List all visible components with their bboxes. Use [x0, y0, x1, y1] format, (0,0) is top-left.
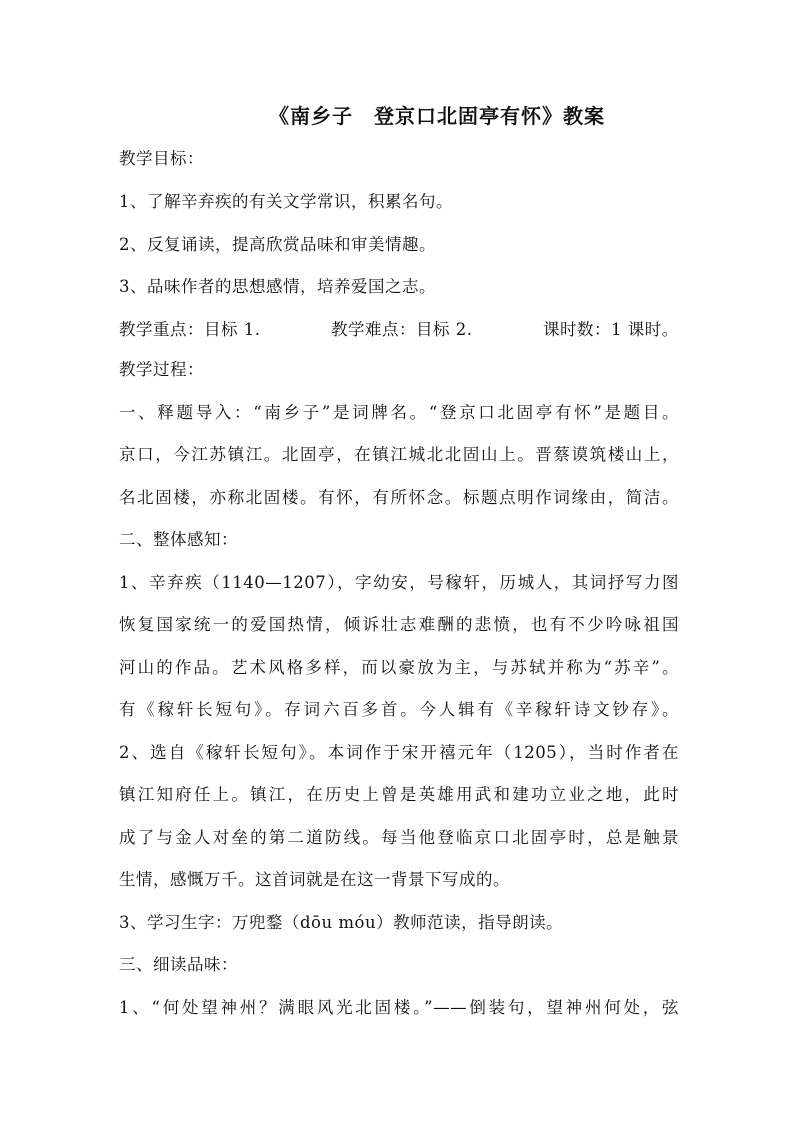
difficulty-text: 教学难点：目标 2. — [331, 320, 473, 339]
document-title — [0, 100, 794, 129]
section2-para2-line-4: 生情，感慨万千。这首词就是在这一背景下写成的。 — [119, 870, 510, 889]
section2-para2-line-1: 2、选自《稼轩长短句》。本词作于宋开禧元年（1205），当时作者在 — [119, 743, 679, 762]
section1-line-2: 京口，今江苏镇江。北固亭，在镇江城北北固山上。晋蔡谟筑楼山上， — [119, 445, 679, 464]
section2-para2-line-3: 成了与金人对垒的第二道防线。每当他登临京口北固亭时，总是触景 — [119, 828, 679, 847]
objective-item-2: 2、反复诵读，提高欣赏品味和审美情趣。 — [119, 235, 436, 254]
section2-para1-line-4: 有《稼轩长短句》。存词六百多首。今人辑有《辛稼轩诗文钞存》。 — [119, 700, 679, 719]
focus-row — [119, 318, 679, 342]
section1-line-1: 一、释题导入：“南乡子”是词牌名。“登京口北固亭有怀”是题目。 — [119, 403, 679, 422]
objective-item-1: 1、了解辛弃疾的有关文学常识，积累名句。 — [119, 192, 453, 211]
section2-para2-line-2: 镇江知府任上。镇江，在历史上曾是英雄用武和建功立业之地，此时 — [119, 785, 679, 804]
section1-line-3: 名北固楼，亦称北固楼。有怀，有所怀念。标题点明作词缘由，简洁。 — [119, 488, 679, 507]
objectives-heading: 教学目标： — [119, 149, 204, 168]
objective-item-3: 3、品味作者的思想感情，培养爱国之志。 — [119, 277, 436, 296]
section3-heading: 三、细读品味： — [119, 955, 238, 974]
section2-para1-line-3: 河山的作品。艺术风格多样，而以豪放为主，与苏轼并称为“苏辛”。 — [119, 658, 679, 677]
process-heading: 教学过程： — [119, 360, 204, 379]
title-text: 《南乡子 登京口北固亭有怀》教案 — [269, 104, 605, 128]
key-point-text: 教学重点：目标 1. — [119, 320, 261, 339]
class-hours-text: 课时数：1 课时。 — [543, 320, 679, 339]
section2-para1-line-2: 恢复国家统一的爱国热情，倾诉壮志难酬的悲愤，也有不少吟咏祖国 — [119, 615, 679, 634]
section2-heading: 二、整体感知： — [119, 530, 238, 549]
section3-line-1: 1、“何处望神州？满眼风光北固楼。”——倒装句，望神州何处，弦 — [119, 998, 679, 1017]
section2-para3: 3、学习生字：万兜鍪（dōu móu）教师范读，指导朗读。 — [119, 913, 564, 932]
section2-para1-line-1: 1、辛弃疾（1140—1207），字幼安，号稼轩，历城人，其词抒写力图 — [119, 573, 679, 592]
